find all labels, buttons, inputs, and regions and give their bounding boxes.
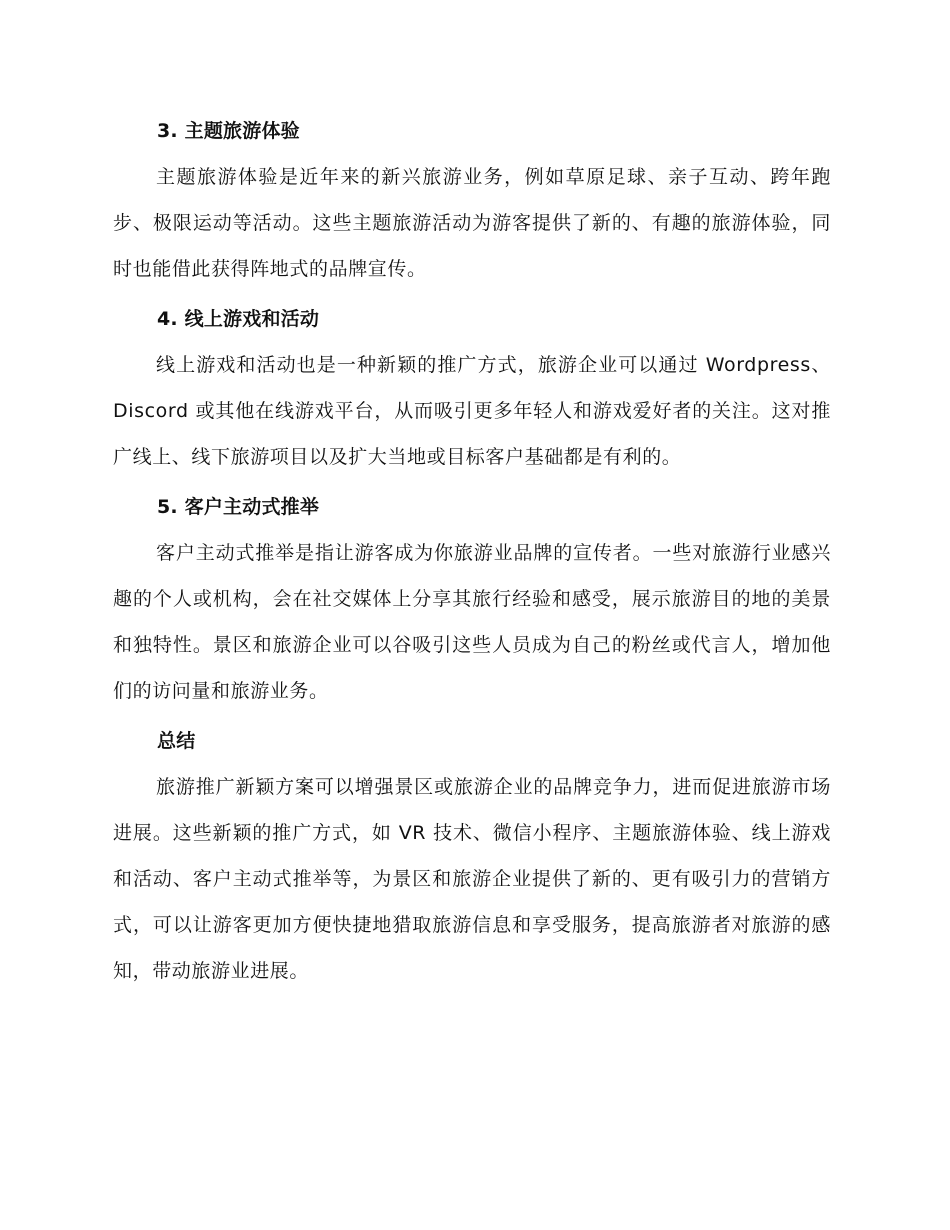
section-paragraph: 线上游戏和活动也是一种新颖的推广方式，旅游企业可以通过 Wordpress、Discord 或其他在线游戏平台，从而吸引更多年轻人和游戏爱好者的关注。这对推广线上、线下旅游项目以及扩大当地或目标客户基础都是有利的。 [113, 354, 831, 468]
section-summary [113, 718, 831, 994]
section-heading: 3. 主题旅游体验 [157, 120, 300, 142]
section-heading: 5. 客户主动式推举 [157, 496, 320, 518]
section-online-games [113, 296, 831, 480]
section-heading: 总结 [157, 730, 196, 752]
section-customer-referral [113, 484, 831, 714]
document-body [113, 108, 831, 998]
section-paragraph: 旅游推广新颖方案可以增强景区或旅游企业的品牌竞争力，进而促进旅游市场进展。这些新颖的推广方式，如 VR 技术、微信小程序、主题旅游体验、线上游戏和活动、客户主动式推举等，为景区和旅游企业提供了新的、更有吸引力的营销方式，可以让游客更加方便快捷地猎取旅游信息和享受服务，提高旅游者对旅游的感知，带动旅游业进展。 [113, 776, 831, 982]
section-theme-tourism [113, 108, 831, 292]
section-paragraph: 客户主动式推举是指让游客成为你旅游业品牌的宣传者。一些对旅游行业感兴趣的个人或机构，会在社交媒体上分享其旅行经验和感受，展示旅游目的地的美景和独特性。景区和旅游企业可以谷吸引这些人员成为自己的粉丝或代言人，增加他们的访问量和旅游业务。 [113, 542, 831, 702]
section-heading: 4. 线上游戏和活动 [157, 308, 320, 330]
section-paragraph: 主题旅游体验是近年来的新兴旅游业务，例如草原足球、亲子互动、跨年跑步、极限运动等活动。这些主题旅游活动为游客提供了新的、有趣的旅游体验，同时也能借此获得阵地式的品牌宣传。 [113, 166, 831, 280]
